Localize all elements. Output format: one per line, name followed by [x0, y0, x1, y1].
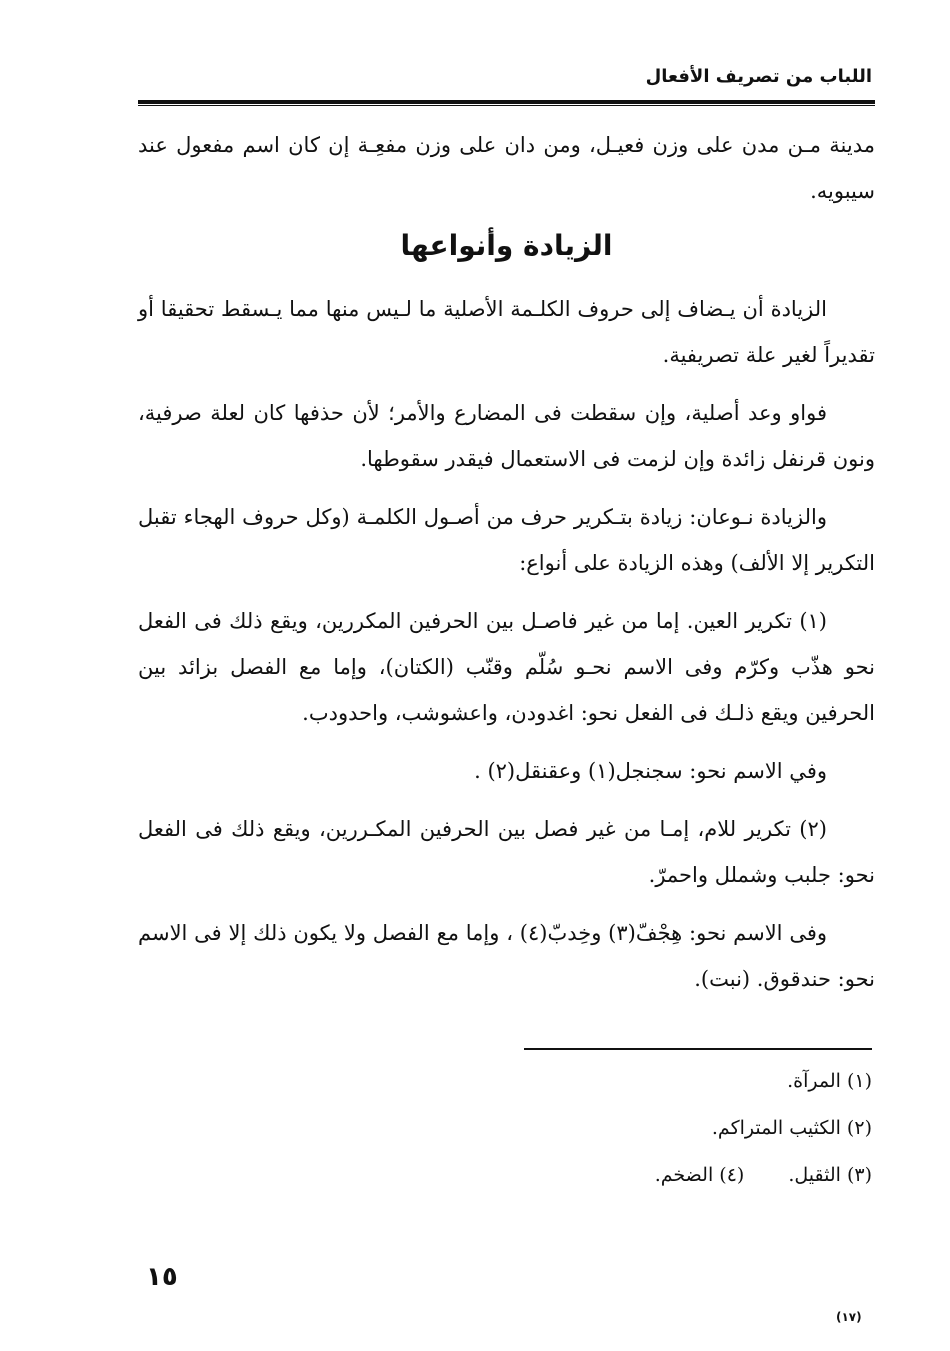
paragraph-type-2: (٢) تكرير للام، إمـا من غير فصل بين الحرفين المكـررين، ويقع ذلك فى الفعل نحو: جلبب وشملل واحمرّ. [138, 817, 875, 887]
running-head: اللباب من تصريف الأفعال [645, 66, 872, 87]
footnote-rule [524, 1048, 872, 1050]
footnotes [135, 1058, 872, 1199]
footnote-4: (٤) الضخم. [654, 1164, 745, 1186]
page-number-secondary: (١٧) [836, 1310, 862, 1324]
paragraph-type-1-noun: وفي الاسم نحو: سجنجل(١) وعقنقل(٢) . [474, 759, 827, 783]
paragraph-type-2-noun: وفى الاسم نحو: هِجْفّ(٣) وخِدبّ(٤) ، وإما مع الفصل ولا يكون ذلك إلا فى الاسم نحو: حندقوق. (نبت). [138, 921, 875, 991]
paragraph-type-1: (١) تكرير العين. إما من غير فاصـل بين الحرفين المكررين، ويقع ذلك فى الفعل نحو هذّب وكرّم وفى الاسم نحـو سُلّم وقنّب (الكتان)، وإما مع الفصل بزائد بين الحرفين ويقع ذلـك فى الفعل نحو: اغدودن، واعشوشب، واحدودب. [138, 609, 875, 725]
page-number: ١٥ [146, 1262, 178, 1292]
footnote-2: (٢) الكثيب المتراكم. [711, 1117, 872, 1139]
paragraph-definition: الزيادة أن يـضاف إلى حروف الكلـمة الأصلية ما لـيس منها مما يـسقط تحقيقا أو تقديراً لغير علة تصريفية. [138, 297, 875, 367]
footnote-1: (١) المرآة. [787, 1070, 872, 1092]
footnote-3: (٣) الثقيل. [788, 1164, 872, 1186]
section-heading: الزيادة وأنواعها [400, 229, 613, 262]
paragraph-continuation: مدينة مـن مدن على وزن فعيـل، ومن دان على وزن مفعِـة إن كان اسم مفعول عند سيبويه. [138, 133, 875, 203]
paragraph-types: والزيادة نـوعان: زيادة بتـكرير حرف من أصـول الكلمـة (وكل حروف الهجاء تقبل التكرير إلا الألف) وهذه الزيادة على أنواع: [138, 505, 875, 575]
body-text [138, 122, 875, 1014]
header-rule [138, 100, 875, 106]
footnote-3-4 [135, 1152, 872, 1199]
paragraph-examples: فواو وعد أصلية، وإن سقطت فى المضارع والأمر؛ لأن حذفها كان لعلة صرفية، ونون قرنفل زائدة وإن لزمت فى الاستعمال فيقدر سقوطها. [138, 401, 875, 471]
